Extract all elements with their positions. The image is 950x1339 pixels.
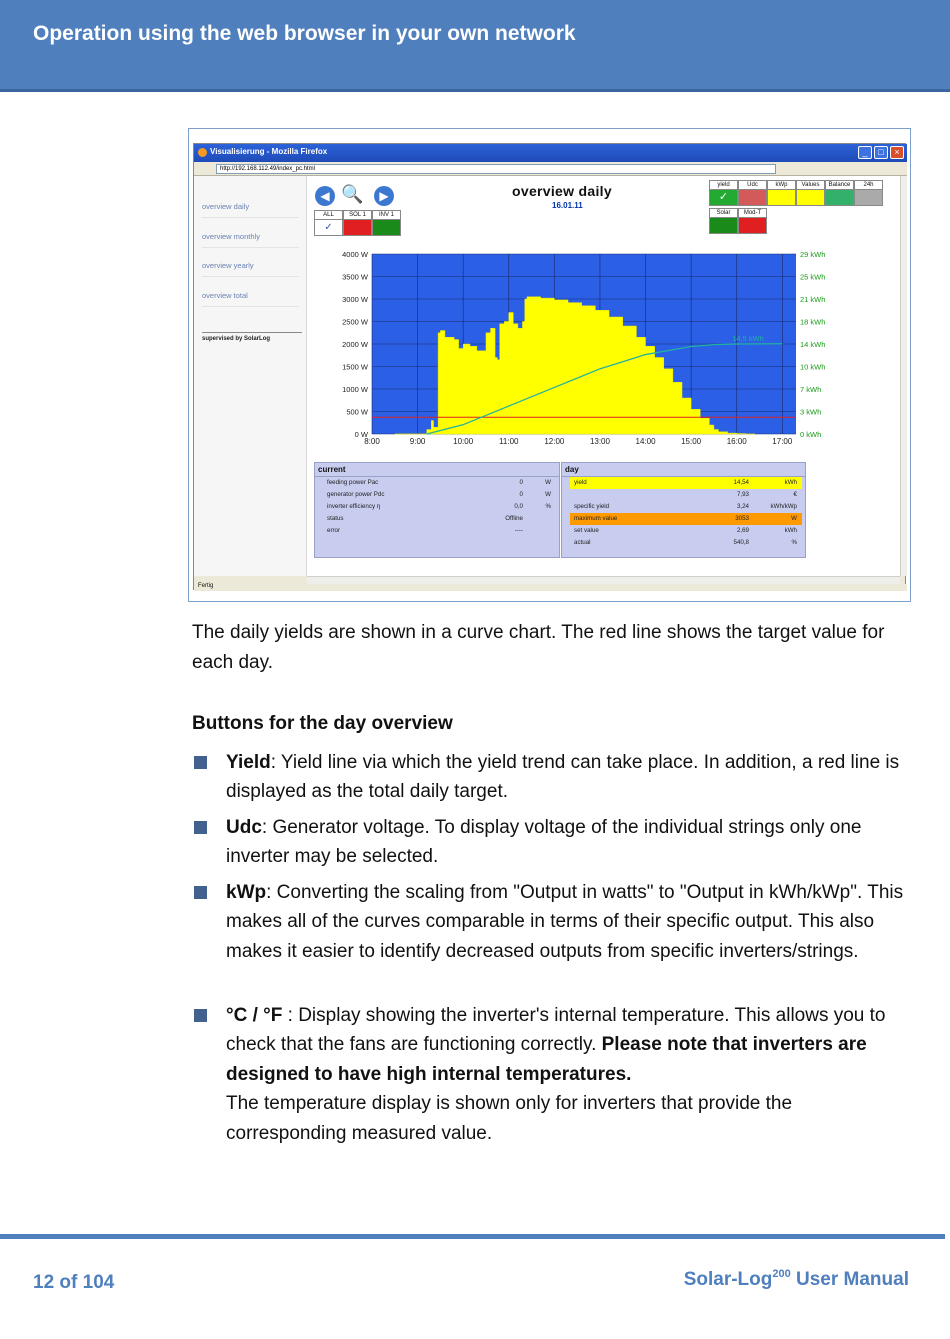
y-left-tick-label: 3000 W (342, 295, 368, 304)
browser-window (193, 143, 906, 590)
y-right-tick-label: 10 kWh (800, 362, 826, 372)
x-tick-label: 13:00 (589, 437, 610, 446)
current-table-title: current (315, 463, 559, 477)
intro-paragraph: The daily yields are shown in a curve chart. The red line shows the target value for each day. (192, 622, 885, 673)
x-tick-label: 16:00 (726, 437, 747, 446)
window-titlebar (194, 144, 907, 162)
supervised-label: supervised by SolarLog (202, 336, 271, 342)
current-unit: W (545, 491, 551, 498)
day-unit: W (791, 515, 797, 522)
day-unit: kWh (784, 527, 797, 534)
address-bar (194, 162, 907, 176)
bullet-icon (194, 756, 207, 769)
overview-date: 16.01.11 (552, 201, 583, 210)
url-field[interactable]: http://192.168.112.49/index_pc.html (216, 164, 776, 174)
current-row (315, 513, 559, 525)
current-value: Offline (505, 515, 523, 522)
bullet-udc: Udc: Generator voltage. To display voltage of the individual strings only one inverter may be selected. (226, 817, 862, 868)
y-left-tick-label: 4000 W (342, 250, 368, 259)
left-nav (194, 176, 307, 576)
nav-divider (202, 332, 302, 333)
current-label: generator power Pdc (327, 491, 385, 498)
view-tab-solar[interactable]: Solar (709, 208, 738, 234)
current-row (315, 525, 559, 537)
current-label: feeding power Pac (327, 479, 379, 486)
maximize-icon[interactable]: □ (874, 146, 888, 159)
nav-overview-monthly[interactable]: overview monthly (202, 232, 299, 248)
day-label: set value (574, 527, 599, 534)
x-tick-label: 15:00 (681, 437, 702, 446)
day-unit: kWh/kWp (770, 503, 797, 510)
manual-title: Solar-Log$^{200}$ User Manual (683, 1268, 909, 1290)
y-right-tick-label: 0 kWh (800, 430, 822, 439)
current-row (315, 489, 559, 501)
y-left-tick-label: 500 W (346, 407, 368, 417)
bullet-icon (194, 1009, 207, 1022)
view-tab-balance[interactable]: Balance (825, 180, 854, 206)
day-label: specific yield (574, 503, 610, 510)
firefox-icon (198, 148, 207, 157)
day-table (561, 462, 806, 558)
current-value: 0 (519, 491, 523, 498)
current-row (315, 501, 559, 513)
page-number: 12 of 104 (33, 1272, 115, 1293)
x-tick-label: 10:00 (453, 437, 474, 446)
y-right-tick-label: 14 kWh (800, 340, 826, 349)
x-tick-label: 9:00 (409, 437, 426, 446)
x-tick-label: 11:00 (499, 437, 519, 446)
day-row (562, 489, 805, 501)
filter-tab-sol1[interactable]: SOL 1 (343, 210, 372, 236)
filter-tabs (314, 210, 401, 236)
view-tab-values[interactable]: Values (796, 180, 825, 206)
footer-rule (0, 1234, 945, 1239)
x-tick-label: 17:00 (772, 437, 793, 446)
day-unit: kWh (784, 479, 797, 486)
view-tabs (709, 180, 883, 206)
current-value: 0,0 (514, 503, 523, 510)
day-row (562, 525, 805, 537)
filter-tab-all[interactable]: ALL ✓ (314, 210, 343, 236)
y-right-tick-label: 21 kWh (800, 295, 826, 304)
day-row (562, 537, 805, 549)
vertical-scrollbar[interactable] (900, 176, 907, 576)
search-icon[interactable]: 🔍 (341, 184, 364, 204)
bullet-temperature: °C / °F : Display showing the inverter's internal temperature. This allows you to check that the fans are functioning correctly. Please note that inverters are designed to have high internal temperatures. The temperature display is shown only for inverters that provide the corresponding measured value. (226, 1005, 886, 1144)
day-value: 3,24 (736, 503, 749, 510)
current-value: 0 (519, 479, 523, 486)
day-value: 7,93 (736, 491, 749, 498)
window-title: Visualisierung - Mozilla Firefox (210, 147, 328, 156)
y-left-tick-label: 3500 W (342, 272, 368, 282)
day-value: 3053 (735, 515, 749, 522)
minimize-icon[interactable]: _ (858, 146, 872, 159)
view-tab-mod-t[interactable]: Mod-T (738, 208, 767, 234)
y-right-tick-label: 7 kWh (800, 385, 822, 394)
y-right-tick-label: 25 kWh (800, 272, 826, 282)
nav-overview-total[interactable]: overview total (202, 291, 299, 307)
current-unit: W (545, 479, 551, 486)
day-unit: € (793, 491, 797, 498)
filter-tab-inv1[interactable]: INV 1 (372, 210, 401, 236)
day-label: actual (574, 539, 591, 546)
y-left-tick-label: 2000 W (342, 340, 368, 349)
y-left-tick-label: 1000 W (342, 385, 368, 394)
screenshot-figure (188, 128, 911, 602)
y-right-tick-label: 29 kWh (800, 250, 826, 259)
day-unit: % (791, 539, 797, 546)
daily-yield-chart (314, 248, 826, 458)
y-left-tick-label: 0 W (354, 430, 368, 439)
current-label: inverter efficiency η (327, 503, 381, 510)
view-tab-yield[interactable]: yield ✓ (709, 180, 738, 206)
current-label: error (327, 527, 341, 534)
nav-overview-yearly[interactable]: overview yearly (202, 261, 299, 277)
day-row (562, 477, 805, 489)
view-tabs-row2 (709, 208, 767, 234)
current-unit: % (545, 503, 551, 510)
bullet-yield: Yield: Yield line via which the yield trend can take place. In addition, a red line is displayed as the total daily target. (226, 752, 900, 803)
x-tick-label: 14:00 (635, 437, 656, 446)
day-row (562, 513, 805, 525)
x-tick-label: 12:00 (544, 437, 565, 446)
next-arrow-icon[interactable]: ▶ (374, 186, 394, 206)
horizontal-scrollbar[interactable] (307, 576, 900, 584)
current-table (314, 462, 560, 558)
day-value: 2,69 (736, 527, 749, 534)
day-value: 14,54 (733, 479, 749, 486)
view-tab-udc[interactable]: Udc (738, 180, 767, 206)
y-left-tick-label: 2500 W (342, 317, 368, 327)
current-value: ---- (514, 527, 523, 534)
day-table-title: day (562, 463, 805, 477)
y-left-tick-label: 1500 W (342, 362, 368, 372)
view-tab-24h[interactable]: 24h (854, 180, 883, 206)
view-tab-kwp[interactable]: kWp (767, 180, 796, 206)
day-label: yield (574, 479, 587, 486)
section-heading: Buttons for the day overview (192, 713, 453, 734)
day-label: maximum value (574, 515, 618, 522)
yield-label: 14,5 kWh (732, 333, 764, 343)
day-value: 540,8 (733, 539, 749, 546)
close-icon[interactable]: × (890, 146, 904, 159)
page-content (194, 176, 900, 576)
page-header (0, 0, 950, 92)
y-right-tick-label: 18 kWh (800, 317, 826, 327)
day-row (562, 501, 805, 513)
status-text: Fertig (198, 583, 214, 589)
bullet-kwp: kWp: Converting the scaling from "Output in watts" to "Output in kWh/kWp". This makes all of the curves comparable in terms of their specific output. This also makes it easier to identify decreased outputs from specific inverters/strings. (226, 882, 904, 962)
current-row (315, 477, 559, 489)
y-right-tick-label: 3 kWh (800, 407, 822, 417)
previous-arrow-icon[interactable]: ◀ (315, 186, 335, 206)
bullet-icon (194, 821, 207, 834)
status-bar (194, 584, 907, 591)
bullet-icon (194, 886, 207, 899)
page-header-title: Operation using the web browser in your own network (33, 22, 576, 45)
x-tick-label: 8:00 (364, 437, 380, 446)
overview-title: overview daily (512, 183, 612, 199)
nav-overview-daily[interactable]: overview daily (202, 202, 299, 218)
current-label: status (327, 515, 344, 522)
